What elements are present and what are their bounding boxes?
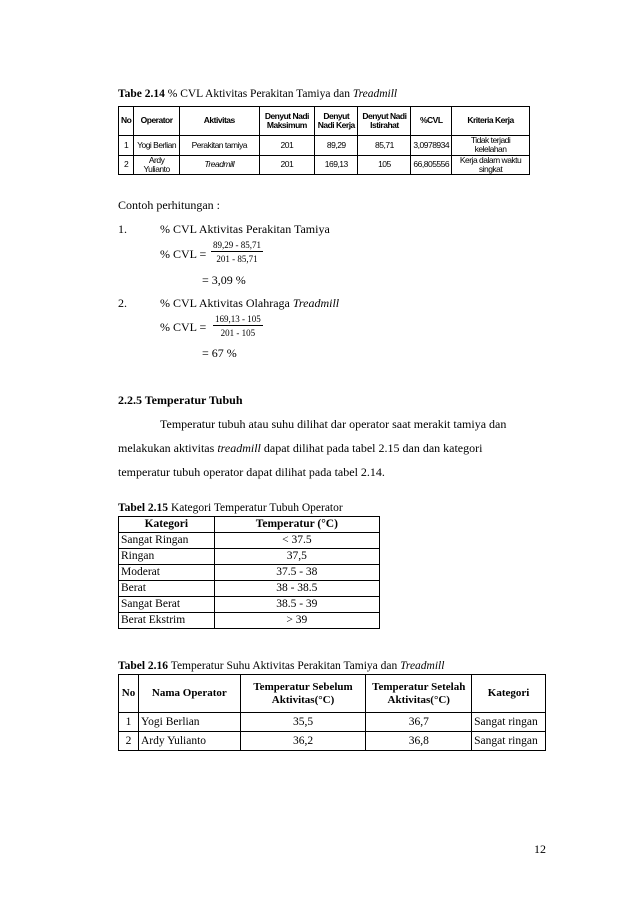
table14-header-operator: Operator [134,107,180,136]
table-row [119,136,530,156]
paragraph-line-3: temperatur tubuh operator dapat dilihat pada tabel 2.14. [118,465,385,479]
table14-header-dn-istirahat: Denyut Nadi Istirahat [358,107,411,136]
table14-cell: 201 [259,136,314,156]
calc-item1-numerator: 89,29 - 85,71 [213,240,261,250]
table14-cell: 169,13 [315,155,358,175]
calc-item1-title: % CVL Aktivitas Perakitan Tamiya [160,222,330,236]
table16-caption [118,660,444,672]
paragraph-line-2-a: melakukan aktivitas [118,441,215,455]
table14-caption-italic: Treadmill [352,88,398,100]
table16-cell: Sangat ringan [472,713,546,732]
calc-intro: Contoh perhitungan : [118,198,220,212]
table14-header-dn-kerja: Denyut Nadi Kerja [315,107,358,136]
table16-cell: 35,5 [240,713,366,732]
table15-caption-label: Tabel 2.15 [118,502,169,514]
table14-cell: Yogi Berlian [134,136,180,156]
table14-cell: Ardy Yulianto [134,155,180,175]
table14-cell: 2 [119,155,134,175]
table15-cell: 37.5 - 38 [214,565,379,581]
table14-caption-text: % CVL Aktivitas Perakitan Tamiya dan [167,88,350,100]
table14-header-row [119,107,530,136]
table-row [119,549,380,565]
table14-cell: Treadmill [179,155,259,175]
table16-header-row [119,675,546,713]
calc-item1-fraction [211,240,263,264]
table14-cell: 201 [259,155,314,175]
paragraph-line-1: Temperatur tubuh atau suhu dilihat dar operator saat merakit tamiya dan [160,417,507,431]
table16-cell: 1 [119,713,139,732]
table-row [119,565,380,581]
table15-caption [118,502,343,514]
table-row [119,613,380,629]
paragraph-line-2-b: dapat dilihat pada tabel 2.15 dan dan kategori [263,441,483,455]
table16-header-kategori: Kategori [472,675,546,713]
table16 [118,674,546,751]
table14-header-aktivitas: Aktivitas [179,107,259,136]
calc-item2-title-text: % CVL Aktivitas Olahraga [160,296,290,310]
table15-header-kategori: Kategori [119,517,215,533]
calc-item1-number: 1. [118,222,127,236]
table-row [119,732,546,751]
table-row [119,155,530,175]
table16-cell: 2 [119,732,139,751]
table16-cell: 36,7 [366,713,472,732]
calc-item2-number: 2. [118,296,127,310]
table14-header-no: No [119,107,134,136]
table14-cell: 1 [119,136,134,156]
table15-header-row [119,517,380,533]
calc-item2-title-italic: Treadmill [292,296,340,310]
table-row [119,533,380,549]
page-number: 12 [534,842,546,856]
table14-cell: 105 [358,155,411,175]
calc-item2-title [160,296,339,311]
table15-caption-text: Kategori Temperatur Tubuh Operator [170,502,343,514]
paragraph-line-2-italic: treadmill [217,441,261,455]
table14-header-kriteria: Kriteria Kerja [452,107,530,136]
table16-caption-label: Tabel 2.16 [118,660,169,672]
table15-cell: Ringan [119,549,215,565]
section-heading: 2.2.5 Temperatur Tubuh [118,393,243,407]
table16-caption-italic: Treadmill [400,660,445,672]
table15-cell: 37,5 [214,549,379,565]
table16-cell: 36,8 [366,732,472,751]
table-row [119,581,380,597]
table15-cell: Moderat [119,565,215,581]
calc-item2-result: = 67 % [202,346,237,360]
table15-cell: Berat Ekstrim [119,613,215,629]
table15-cell: > 39 [214,613,379,629]
table14-cell: 89,29 [315,136,358,156]
table14-caption-label: Tabe 2.14 [118,88,165,100]
table14-cell: 85,71 [358,136,411,156]
table14-header-cvl: %CVL [411,107,452,136]
calc-item2-lhs: % CVL = [160,320,207,334]
table14 [118,106,530,175]
table14-cell: Tidak terjadi kelelahan [452,136,530,156]
table14-cell: Kerja dalam waktu singkat [452,155,530,175]
calc-item2-numerator: 169,13 - 105 [215,314,261,324]
table16-header-nama: Nama Operator [138,675,240,713]
table15-cell: Sangat Ringan [119,533,215,549]
table16-header-setelah: Temperatur Setelah Aktivitas(°C) [366,675,472,713]
table14-caption [118,88,397,100]
table16-caption-text: Temperatur Suhu Aktivitas Perakitan Tamiya dan [170,660,398,672]
table16-cell: Ardy Yulianto [138,732,240,751]
table16-header-sebelum: Temperatur Sebelum Aktivitas(°C) [240,675,366,713]
table16-cell: Sangat ringan [472,732,546,751]
table15-cell: Berat [119,581,215,597]
calc-item1-result: = 3,09 % [202,273,246,287]
table16-header-no: No [119,675,139,713]
table14-cell: Perakitan tamiya [179,136,259,156]
table-row [119,597,380,613]
table15-cell: 38 - 38.5 [214,581,379,597]
table15 [118,516,380,629]
table-row [119,713,546,732]
table15-cell: 38.5 - 39 [214,597,379,613]
calc-item2-fraction [213,314,263,338]
table14-cell: 3,0978934 [411,136,452,156]
table15-cell: Sangat Berat [119,597,215,613]
paragraph-line-2 [118,441,482,456]
table14-header-dn-maks: Denyut Nadi Maksimum [259,107,314,136]
table14-cell: 66,805556 [411,155,452,175]
calc-item1-denominator: 201 - 85,71 [216,254,258,264]
calc-item2-denominator: 201 - 105 [220,328,256,338]
table15-cell: < 37.5 [214,533,379,549]
calc-item1-lhs: % CVL = [160,247,207,261]
table16-cell: Yogi Berlian [138,713,240,732]
table16-cell: 36,2 [240,732,366,751]
table15-header-temperatur: Temperatur (°C) [214,517,379,533]
